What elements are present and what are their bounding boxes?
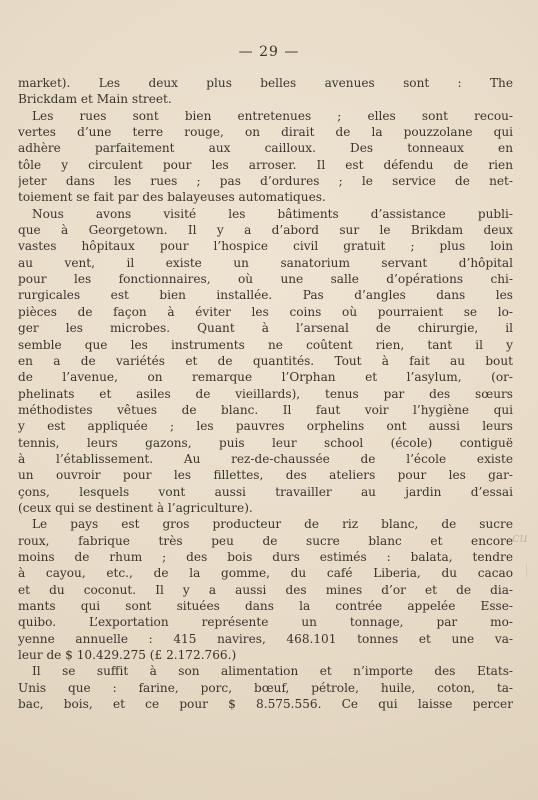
text-line: market). Les deux plus belles avenues sont : The — [18, 76, 513, 90]
text-line: mants qui sont situées dans la contrée appelée Esse- — [18, 599, 513, 613]
text-line: moins de rhum ; des bois durs estimés : balata, tendre — [18, 549, 513, 564]
text-line: ger les microbes. Quant à l’arsenal de chirurgie, il — [18, 321, 513, 336]
text-line: vertes d’une terre rouge, on dirait de la pouzzolane qui — [18, 125, 513, 140]
text-line: de l’avenue, on remarque l’Orphan et l’asylum, (or- — [18, 370, 513, 385]
text-line: vastes hôpitaux pour l’hospice civil gratuit ; plus loin — [18, 239, 513, 254]
text-line: bac, bois, et ce pour $ 8.575.556. Ce qui laisse percer — [18, 697, 513, 712]
text-line: et du coconut. Il y a aussi des mines d’or et de dia- — [18, 582, 513, 597]
text-line: toiement se fait par des balayeuses automatiques. — [18, 190, 326, 205]
text-line: Unis que : farine, porc, bœuf, pétrole, huile, coton, ta- — [18, 680, 513, 695]
text-line: pièces de façon à éviter les coins où pourraient se lo- — [18, 304, 513, 319]
text-line: Il se suffit à son alimentation et n’importe des Etats- — [32, 664, 513, 679]
text-line: roux, fabrique très peu de sucre blanc et encore — [18, 533, 513, 548]
text-line: méthodistes vêtues de blanc. Il faut voir l’hygiène qui — [18, 402, 513, 417]
text-line: Les rues sont bien entretenues ; elles sont recou- — [32, 108, 513, 123]
text-line: quibo. L’exportation représente un tonnage, par mo- — [18, 615, 513, 630]
text-line: leur de $ 10.429.275 (£ 2.172.766.) — [18, 648, 237, 663]
text-line: pour les fonctionnaires, où une salle d’opérations chi- — [18, 272, 513, 287]
text-line: Le pays est gros producteur de riz blanc, de sucre — [32, 517, 513, 532]
text-line: à cayou, etc., de la gomme, du café Liberia, du cacao — [18, 566, 513, 581]
text-line: yenne annuelle : 415 navires, 468.101 tonnes et une va- — [18, 631, 513, 646]
text-line: en a de variétés et de quantités. Tout à fait au bout — [18, 353, 513, 368]
body-text — [18, 75, 513, 712]
text-line: tôle y circulent pour les arroser. Il est défendu de rien — [18, 157, 513, 172]
text-line: jeter dans les rues ; pas d’ordures ; le service de net- — [18, 174, 513, 189]
text-line: Brickdam et Main street. — [18, 92, 172, 107]
text-line: y est appliquée ; les pauvres orphelins ont aussi leurs — [18, 419, 513, 434]
page-number: — 29 — — [238, 44, 300, 60]
text-line: çons, lesquels vont aussi travailler au jardin d’essai — [18, 484, 513, 499]
text-line: au vent, il existe un sanatorium servant d’hôpital — [18, 255, 513, 270]
margin-mark — [526, 563, 527, 577]
text-line: rurgicales est bien installée. Pas d’angles dans les — [18, 288, 513, 303]
text-line: (ceux qui se destinent à l’agriculture). — [18, 500, 253, 515]
margin-annotation: cu — [512, 531, 528, 546]
text-line: tennis, leurs gazons, puis leur school (école) contiguë — [18, 435, 513, 450]
text-line: Nous avons visité les bâtiments d’assistance publi- — [32, 206, 513, 221]
text-line: semble que les instruments ne coûtent rien, tant il y — [18, 337, 513, 352]
text-line: adhère parfaitement aux cailloux. Des tonneaux en — [18, 141, 513, 156]
text-line: phelinats et asiles de vieillards), tenus par des sœurs — [18, 386, 513, 401]
text-line: un ouvroir pour les fillettes, des ateliers pour les gar- — [18, 468, 513, 483]
text-line: que à Georgetown. Il y a d’abord sur le Brikdam deux — [18, 223, 513, 238]
text-line: à l’établissement. Au rez-de-chaussée de l’école existe — [18, 451, 513, 466]
